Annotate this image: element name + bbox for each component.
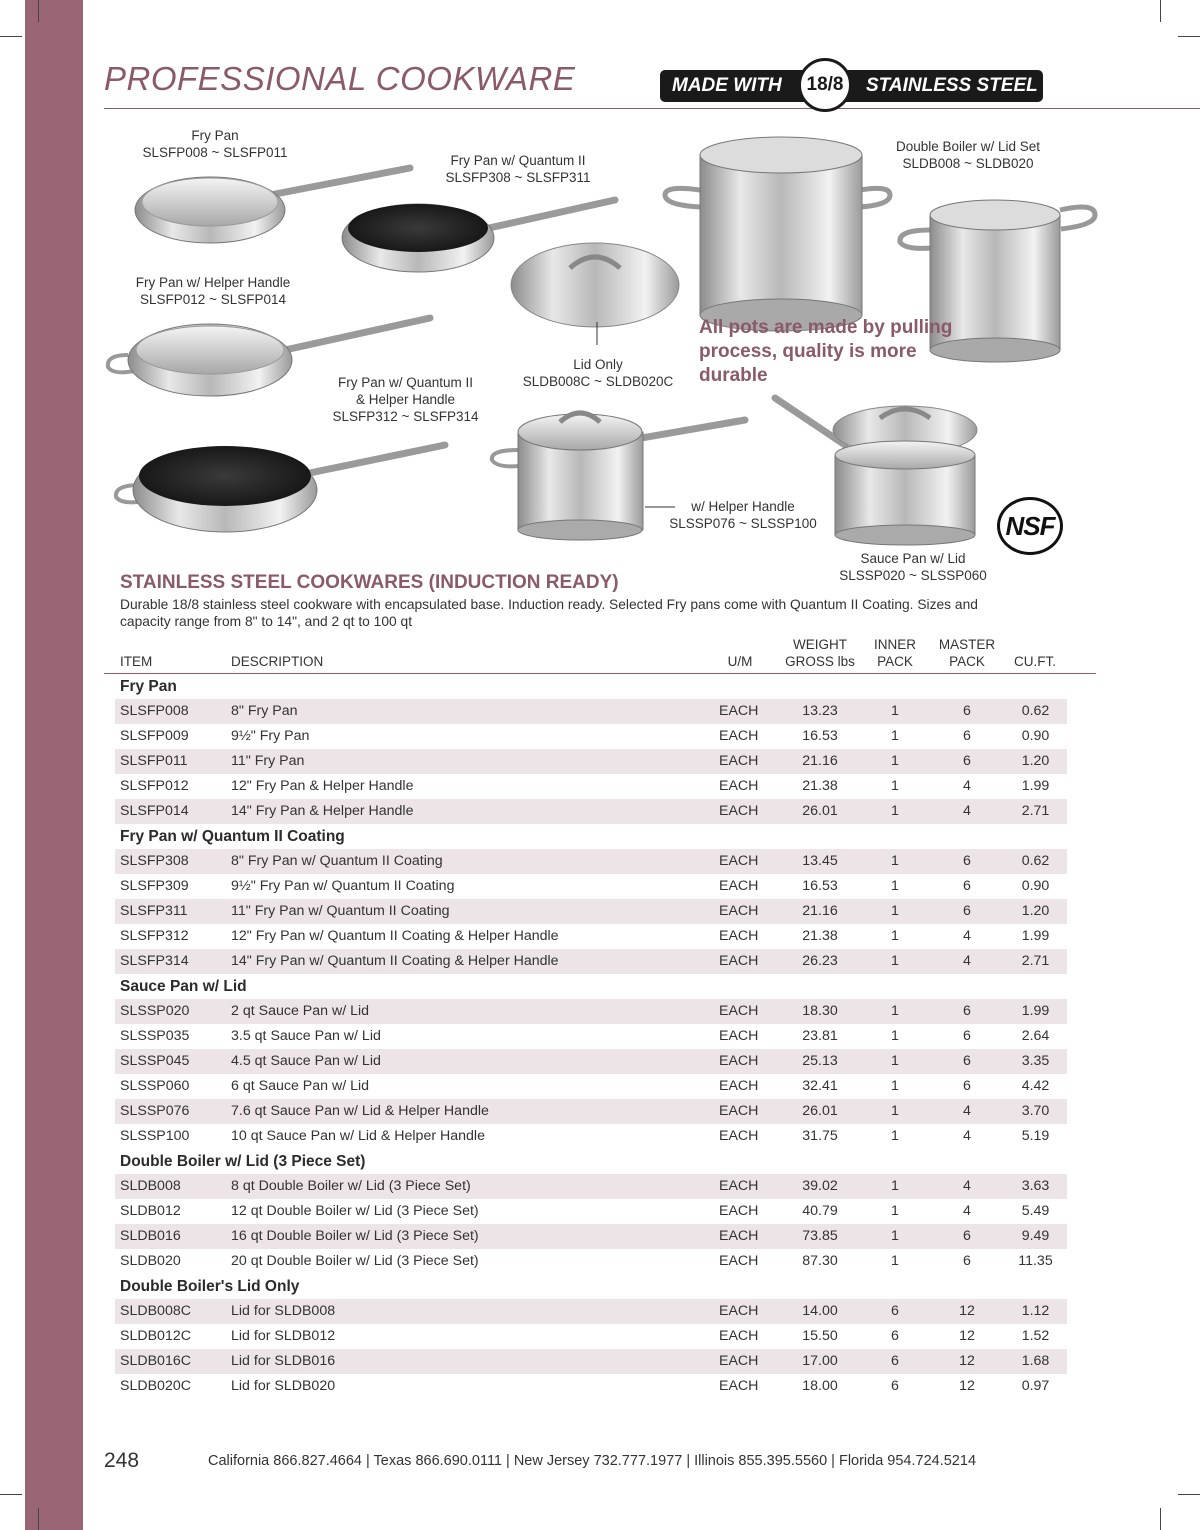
cell-inner-pack: 1 [891,1203,899,1219]
caption-sauce-pan [838,550,988,584]
cell-item: SLSFP309 [120,878,189,894]
cell-description: Lid for SLDB020 [231,1378,336,1394]
col-header-master [934,636,1000,670]
cell-cuft: 1.99 [1021,928,1050,944]
cell-master-pack: 12 [959,1378,975,1394]
col-header-line: PACK [877,654,913,669]
cell-master-pack: 6 [963,703,971,719]
cell-weight: 13.45 [802,853,838,869]
cell-item: SLDB020 [120,1253,181,1269]
cell-cuft: 0.90 [1021,878,1050,894]
table-row [115,1049,1067,1074]
table-row [115,774,1067,799]
cell-description: 10 qt Sauce Pan w/ Lid & Helper Handle [231,1128,485,1144]
cell-inner-pack: 1 [891,1028,899,1044]
caption-fry-pan-helper [118,274,308,308]
caption-line: SLDB008C ~ SLDB020C [522,374,674,389]
cell-um: EACH [719,1378,759,1394]
cell-description: 11" Fry Pan w/ Quantum II Coating [231,903,450,919]
page-number: 248 [104,1449,140,1472]
cell-um: EACH [719,1353,759,1369]
caption-line: SLSSP076 ~ SLSSP100 [669,516,817,531]
cell-weight: 13.23 [802,703,838,719]
cell-um: EACH [719,753,759,769]
table-row [115,899,1067,924]
cell-master-pack: 6 [963,753,971,769]
cell-weight: 73.85 [802,1228,838,1244]
cell-cuft: 1.52 [1021,1328,1050,1344]
cell-um: EACH [719,703,759,719]
table-row [115,1199,1067,1224]
lid-image [511,243,679,345]
table-row [115,1299,1067,1324]
cell-weight: 16.53 [802,728,838,744]
cell-item: SLSFP009 [120,728,189,744]
cell-master-pack: 6 [963,1078,971,1094]
cell-weight: 87.30 [802,1253,838,1269]
cell-item: SLDB008C [120,1303,191,1319]
cell-description: 16 qt Double Boiler w/ Lid (3 Piece Set) [231,1228,479,1244]
cell-um: EACH [719,903,759,919]
badge-circle-text: 18/8 [798,58,852,112]
cell-um: EACH [719,1003,759,1019]
caption-line: SLSSP020 ~ SLSSP060 [839,568,987,583]
cell-description: Lid for SLDB012 [231,1328,336,1344]
caption-double-boiler [878,138,1058,172]
caption-line: SLSFP012 ~ SLSFP014 [140,292,286,307]
cell-weight: 32.41 [802,1078,838,1094]
cell-master-pack: 6 [963,1003,971,1019]
cell-um: EACH [719,1228,759,1244]
cell-weight: 23.81 [802,1028,838,1044]
cell-inner-pack: 1 [891,1178,899,1194]
cell-weight: 26.23 [802,953,838,969]
cell-description: Lid for SLDB016 [231,1353,336,1369]
cell-description: 9½" Fry Pan w/ Quantum II Coating [231,878,455,894]
table-row [115,1174,1067,1199]
cell-master-pack: 4 [963,928,971,944]
cell-item: SLSFP308 [120,853,189,869]
cell-cuft: 9.49 [1021,1228,1050,1244]
cell-cuft: 1.68 [1021,1353,1050,1369]
col-header-line: GROSS lbs [785,654,855,669]
table-row [115,1024,1067,1049]
cell-description: 12 qt Double Boiler w/ Lid (3 Piece Set) [231,1203,479,1219]
caption-fry-pan-quantum-helper [318,374,493,425]
crop-mark [1178,1494,1200,1495]
crop-mark [38,1508,39,1530]
cell-um: EACH [719,1203,759,1219]
cell-inner-pack: 1 [891,903,899,919]
caption-lid-only [513,356,683,390]
table-row [115,799,1067,824]
cell-master-pack: 6 [963,878,971,894]
cell-weight: 26.01 [802,1103,838,1119]
cell-um: EACH [719,1303,759,1319]
cell-item: SLSFP008 [120,703,189,719]
cell-master-pack: 12 [959,1303,975,1319]
badge-left-text: MADE WITH [672,75,782,96]
cell-item: SLSFP314 [120,953,189,969]
cell-description: 2 qt Sauce Pan w/ Lid [231,1003,370,1019]
table-row [115,749,1067,774]
cell-item: SLDB016 [120,1228,181,1244]
cell-weight: 15.50 [802,1328,838,1344]
cell-master-pack: 6 [963,1053,971,1069]
product-table [115,674,1067,1399]
table-row [115,1224,1067,1249]
cell-cuft: 0.62 [1021,853,1050,869]
cell-um: EACH [719,1028,759,1044]
cell-um: EACH [719,1178,759,1194]
cell-um: EACH [719,953,759,969]
stock-pot-image [665,137,890,331]
cell-master-pack: 4 [963,1128,971,1144]
cell-cuft: 1.12 [1021,1303,1050,1319]
cell-cuft: 1.99 [1021,1003,1050,1019]
section-description: Durable 18/8 stainless steel cookware with encapsulated base. Induction ready. Selected Fry pans come with Quantum II Coating. Sizes and capacity range from 8" to 14", and 2 qt to 100 qt [120,597,978,629]
cell-inner-pack: 1 [891,803,899,819]
cell-description: 9½" Fry Pan [231,728,310,744]
cell-master-pack: 4 [963,778,971,794]
cell-item: SLSFP014 [120,803,189,819]
table-row [115,699,1067,724]
cell-cuft: 0.97 [1021,1378,1050,1394]
cell-cuft: 3.70 [1021,1103,1050,1119]
cell-um: EACH [719,878,759,894]
cell-weight: 17.00 [802,1353,838,1369]
table-row [115,849,1067,874]
table-row [115,1349,1067,1374]
cell-item: SLSSP076 [120,1103,190,1119]
cell-master-pack: 6 [963,1253,971,1269]
caption-line: Sauce Pan w/ Lid [860,551,966,566]
cell-item: SLDB008 [120,1178,181,1194]
cell-description: 4.5 qt Sauce Pan w/ Lid [231,1053,381,1069]
cell-cuft: 3.63 [1021,1178,1050,1194]
cell-weight: 25.13 [802,1053,838,1069]
fry-pan-quantum-helper-image [116,445,445,532]
cell-master-pack: 6 [963,903,971,919]
cell-inner-pack: 1 [891,1053,899,1069]
cell-inner-pack: 6 [891,1303,899,1319]
caption-line: Fry Pan [191,128,239,143]
cell-weight: 31.75 [802,1128,838,1144]
cell-inner-pack: 1 [891,1253,899,1269]
page-title: PROFESSIONAL COOKWARE [104,60,576,97]
cell-item: SLSFP312 [120,928,189,944]
cell-inner-pack: 1 [891,728,899,744]
cell-item: SLDB012 [120,1203,181,1219]
cell-weight: 21.16 [802,903,838,919]
table-row [115,1074,1067,1099]
cell-um: EACH [719,1253,759,1269]
footer-contacts: California 866.827.4664 | Texas 866.690.0111 | New Jersey 732.777.1977 | Illinois 855.395.5560 | Florida 954.724.5214 [208,1453,977,1469]
cell-inner-pack: 1 [891,953,899,969]
cell-cuft: 5.19 [1021,1128,1050,1144]
cell-master-pack: 6 [963,728,971,744]
cell-um: EACH [719,1078,759,1094]
caption-line: Fry Pan w/ Helper Handle [135,275,291,290]
cell-item: SLSSP045 [120,1053,190,1069]
table-row [115,949,1067,974]
cell-master-pack: 4 [963,803,971,819]
cell-inner-pack: 1 [891,778,899,794]
cell-inner-pack: 6 [891,1328,899,1344]
table-row [115,1099,1067,1124]
caption-line: Lid Only [573,357,623,372]
cell-item: SLDB020C [120,1378,191,1394]
cell-description: 20 qt Double Boiler w/ Lid (3 Piece Set) [231,1253,479,1269]
cell-description: 7.6 qt Sauce Pan w/ Lid & Helper Handle [231,1103,489,1119]
cell-description: Lid for SLDB008 [231,1303,336,1319]
cell-cuft: 11.35 [1018,1253,1053,1269]
group-heading: Double Boiler's Lid Only [120,1278,300,1295]
caption-line: & Helper Handle [355,392,456,407]
cell-description: 8" Fry Pan [231,703,298,719]
cell-um: EACH [719,1128,759,1144]
cell-cuft: 2.64 [1021,1028,1050,1044]
cell-item: SLSFP311 [120,903,188,919]
cell-item: SLDB012C [120,1328,191,1344]
cell-um: EACH [719,778,759,794]
cell-master-pack: 4 [963,1203,971,1219]
cell-inner-pack: 1 [891,753,899,769]
table-row [115,1324,1067,1349]
cell-item: SLSFP011 [120,753,188,769]
cell-weight: 39.02 [802,1178,838,1194]
cell-weight: 21.38 [802,928,838,944]
cell-weight: 21.38 [802,778,838,794]
cell-um: EACH [719,728,759,744]
cell-item: SLSFP012 [120,778,189,794]
cell-cuft: 3.35 [1021,1053,1050,1069]
cell-um: EACH [719,1103,759,1119]
cell-description: 3.5 qt Sauce Pan w/ Lid [231,1028,381,1044]
cell-inner-pack: 1 [891,853,899,869]
cell-item: SLDB016C [120,1353,191,1369]
cell-cuft: 4.42 [1021,1078,1050,1094]
cell-um: EACH [719,1053,759,1069]
cell-inner-pack: 6 [891,1378,899,1394]
cell-inner-pack: 1 [891,1228,899,1244]
table-row [115,1124,1067,1149]
cell-cuft: 1.20 [1021,753,1050,769]
caption-line: Double Boiler w/ Lid Set [895,139,1041,154]
col-header-um: U/M [727,654,753,669]
cell-inner-pack: 1 [891,703,899,719]
caption-line: SLSFP312 ~ SLSFP314 [332,409,479,424]
col-header-description: DESCRIPTION [231,654,324,669]
cell-weight: 18.00 [802,1378,838,1394]
caption-fry-pan [135,127,295,161]
cell-cuft: 1.99 [1021,778,1050,794]
caption-helper-handle [668,498,818,532]
col-header-line: MASTER [938,637,996,652]
cell-um: EACH [719,1328,759,1344]
cell-cuft: 0.62 [1021,703,1050,719]
caption-line: SLSFP308 ~ SLSFP311 [445,170,591,185]
cell-inner-pack: 1 [891,928,899,944]
cell-um: EACH [719,853,759,869]
cell-um: EACH [719,928,759,944]
col-header-item: ITEM [120,654,153,669]
cell-item: SLSSP060 [120,1078,190,1094]
cell-inner-pack: 6 [891,1353,899,1369]
cell-cuft: 2.71 [1021,803,1050,819]
cell-inner-pack: 1 [891,1103,899,1119]
crop-mark [0,1494,22,1495]
cell-master-pack: 6 [963,1228,971,1244]
cell-master-pack: 4 [963,1103,971,1119]
cell-item: SLSSP035 [120,1028,190,1044]
table-row [115,999,1067,1024]
cell-cuft: 1.20 [1021,903,1050,919]
cell-weight: 26.01 [802,803,838,819]
col-header-line: WEIGHT [793,637,847,652]
cell-description: 14" Fry Pan & Helper Handle [231,803,414,819]
cell-um: EACH [719,803,759,819]
cell-description: 12" Fry Pan & Helper Handle [231,778,414,794]
col-header-cuft: CU.FT. [1014,654,1056,669]
cell-master-pack: 6 [963,853,971,869]
cell-inner-pack: 1 [891,1003,899,1019]
caption-fry-pan-quantum [428,152,608,186]
cell-weight: 21.16 [802,753,838,769]
cell-inner-pack: 1 [891,1128,899,1144]
cell-description: 6 qt Sauce Pan w/ Lid [231,1078,370,1094]
table-row [115,1249,1067,1274]
cell-item: SLSSP100 [120,1128,190,1144]
cell-item: SLSSP020 [120,1003,190,1019]
crop-mark [1160,1508,1161,1530]
caption-line: w/ Helper Handle [691,499,795,514]
cell-cuft: 2.71 [1021,953,1050,969]
cell-weight: 40.79 [802,1203,838,1219]
badge-right-text: STAINLESS STEEL [866,75,1038,96]
table-row [115,874,1067,899]
group-heading: Double Boiler w/ Lid (3 Piece Set) [120,1153,366,1170]
col-header-line: INNER [873,637,916,652]
cell-cuft: 0.90 [1021,728,1050,744]
cell-description: 8" Fry Pan w/ Quantum II Coating [231,853,443,869]
col-header-line: PACK [949,654,985,669]
table-row [115,1374,1067,1399]
section-heading: STAINLESS STEEL COOKWARES (INDUCTION READY) [120,572,619,593]
cell-description: 11" Fry Pan [231,753,305,769]
cell-description: 12" Fry Pan w/ Quantum II Coating & Helper Handle [231,928,559,944]
group-heading: Fry Pan w/ Quantum II Coating [120,828,345,845]
cell-inner-pack: 1 [891,878,899,894]
caption-line: SLDB008 ~ SLDB020 [902,156,1034,171]
cell-weight: 16.53 [802,878,838,894]
caption-line: Fry Pan w/ Quantum II [450,153,586,168]
cell-master-pack: 12 [959,1353,975,1369]
table-row [115,724,1067,749]
table-row [115,924,1067,949]
cell-cuft: 5.49 [1021,1203,1050,1219]
caption-line: SLSFP008 ~ SLSFP011 [142,145,288,160]
col-header-inner [868,636,922,670]
group-heading: Sauce Pan w/ Lid [120,978,247,995]
col-header-weight [778,636,862,670]
nsf-logo: NSF [997,497,1063,555]
cell-master-pack: 12 [959,1328,975,1344]
durability-note: All pots are made by pulling process, quality is more durable [699,317,953,386]
cell-inner-pack: 1 [891,1078,899,1094]
cell-weight: 14.00 [802,1303,838,1319]
cell-weight: 18.30 [802,1003,838,1019]
cell-description: 14" Fry Pan w/ Quantum II Coating & Helper Handle [231,953,559,969]
group-heading: Fry Pan [120,678,177,695]
caption-line: Fry Pan w/ Quantum II [337,375,474,390]
cell-master-pack: 4 [963,1178,971,1194]
cell-master-pack: 4 [963,953,971,969]
cell-description: 8 qt Double Boiler w/ Lid (3 Piece Set) [231,1178,471,1194]
cell-master-pack: 6 [963,1028,971,1044]
